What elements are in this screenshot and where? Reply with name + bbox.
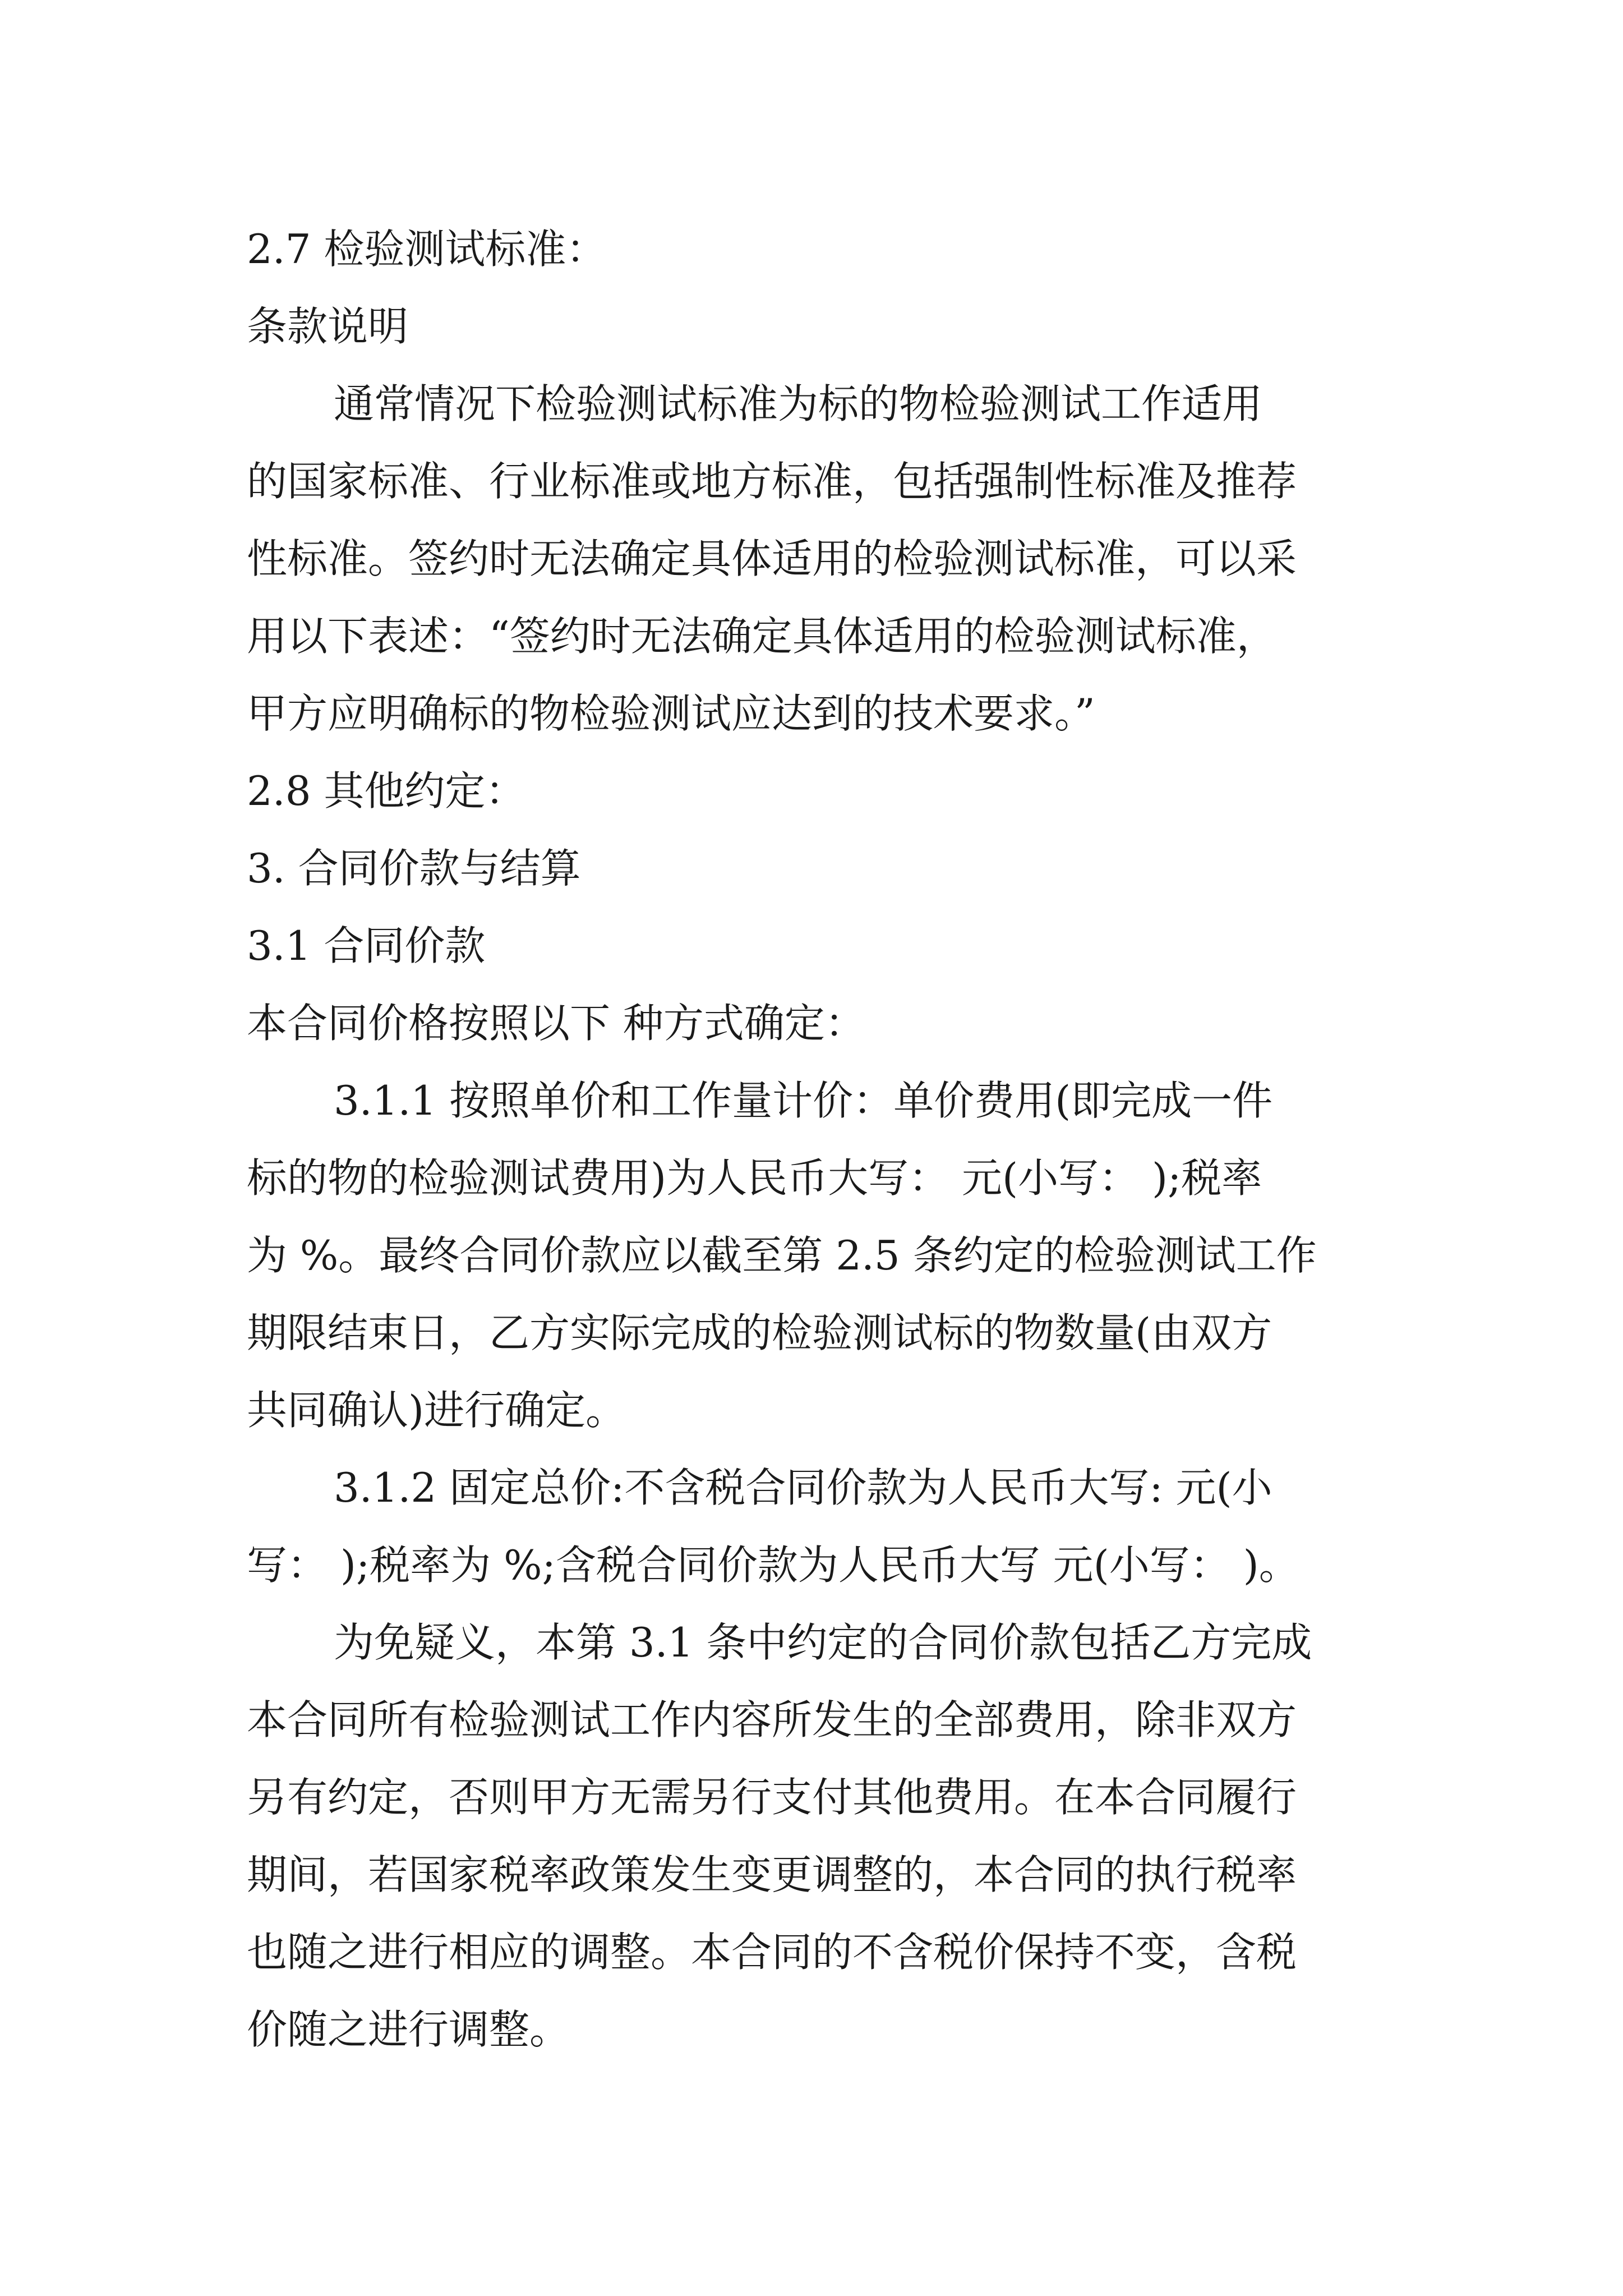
paragraph-line: 通常情况下检验测试标准为标的物检验测试工作适用 bbox=[334, 380, 1263, 427]
paragraph-line: 本合同所有检验测试工作内容所发生的全部费用，除非双方 bbox=[247, 1696, 1297, 1743]
paragraph-line: 用以下表述：“签约时无法确定具体适用的检验测试标准， bbox=[247, 613, 1277, 660]
paragraph-price-method: 本合同价格按照以下 种方式确定： bbox=[247, 1000, 865, 1047]
paragraph-line: 另有约定，否则甲方无需另行支付其他费用。在本合同履行 bbox=[247, 1774, 1297, 1821]
paragraph-line: 写： );税率为 %;含税合同价款为人民币大写 元(小写： )。 bbox=[247, 1542, 1299, 1589]
paragraph-line: 甲方应明确标的物检验测试应达到的技术要求。” bbox=[247, 690, 1095, 737]
paragraph-line: 性标准。签约时无法确定具体适用的检验测试标准，可以采 bbox=[247, 535, 1297, 582]
section-2-7-heading: 2.7 检验测试标准： bbox=[247, 226, 607, 273]
document-body bbox=[247, 210, 1391, 2068]
paragraph-line: 期间，若国家税率政策发生变更调整的，本合同的执行税率 bbox=[247, 1851, 1297, 1898]
clause-3-1-1 bbox=[247, 1062, 1391, 1449]
paragraph-line: 3.1.2 固定总价:不含税合同价款为人民币大写: 元(小 bbox=[334, 1464, 1272, 1511]
paragraph-line: 价随之进行调整。 bbox=[247, 2006, 570, 2053]
paragraph-line: 共同确认)进行确定。 bbox=[247, 1387, 626, 1434]
paragraph-line: 3.1.1 按照单价和工作量计价：单价费用(即完成一件 bbox=[334, 1077, 1273, 1124]
paragraph-testing-standard bbox=[247, 365, 1391, 752]
section-3-1-heading: 3.1 合同价款 bbox=[247, 922, 486, 969]
clause-3-1-2 bbox=[247, 1449, 1391, 1604]
paragraph-line: 期限结束日，乙方实际完成的检验测试标的物数量(由双方 bbox=[247, 1309, 1272, 1356]
paragraph-line: 也随之进行相应的调整。本合同的不含税价保持不变，含税 bbox=[247, 1929, 1297, 1976]
paragraph-avoid-doubt bbox=[247, 1604, 1391, 2068]
paragraph-line: 为 %。最终合同价款应以截至第 2.5 条约定的检验测试工作 bbox=[247, 1232, 1317, 1279]
section-3-heading: 3. 合同价款与结算 bbox=[247, 845, 581, 892]
paragraph-line: 为免疑义，本第 3.1 条中约定的合同价款包括乙方完成 bbox=[334, 1619, 1312, 1666]
paragraph-line: 的国家标准、行业标准或地方标准，包括强制性标准及推荐 bbox=[247, 458, 1297, 505]
section-2-8-heading: 2.8 其他约定： bbox=[247, 767, 526, 815]
paragraph-line: 标的物的检验测试费用)为人民币大写： 元(小写： );税率 bbox=[247, 1154, 1262, 1202]
clause-note-heading: 条款说明 bbox=[247, 303, 409, 350]
